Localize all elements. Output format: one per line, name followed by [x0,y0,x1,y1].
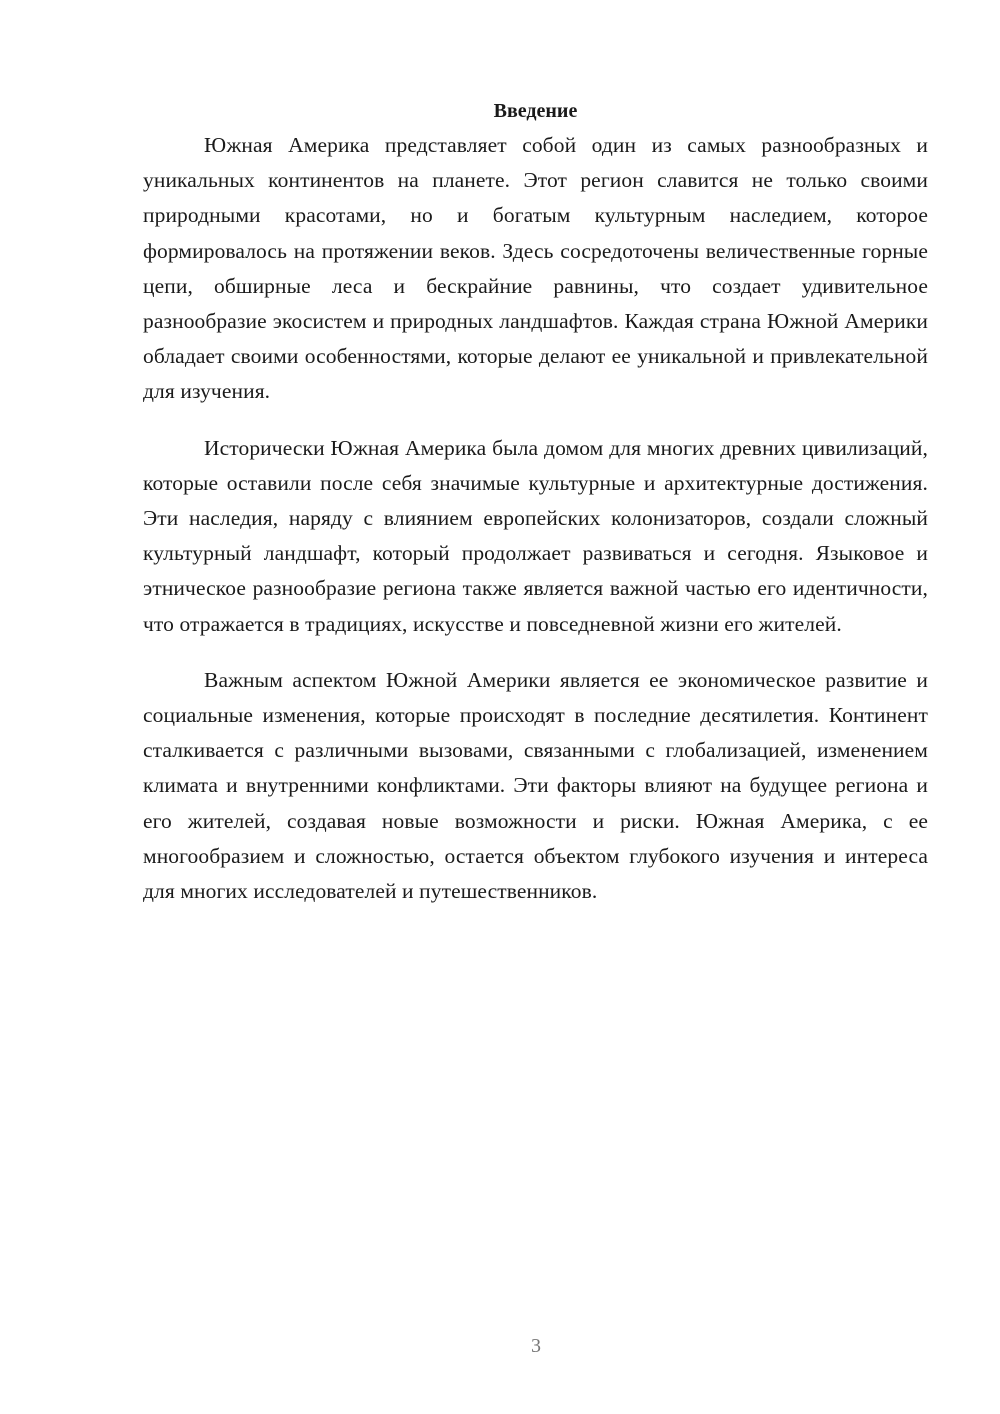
section-heading: Введение [493,100,578,122]
page-content [143,94,928,930]
paragraph-2: Исторически Южная Америка была домом для многих древних цивилизаций, которые оставили после себя значимые культурные и архитектурные достижения. Эти наследия, наряду с влиянием европейских колонизаторов, создали сложный культурный ландшафт, который продолжает развиваться и сегодня. Языковое и этническое разнообразие региона также является важной частью его идентичности, что отражается в традициях, искусстве и повседневной жизни его жителей. [143,435,928,636]
paragraph-1: Южная Америка представляет собой один из самых разнообразных и уникальных континентов на планете. Этот регион славится не только своими природными красотами, но и богатым культурным наследием, которое формировалось на протяжении веков. Здесь сосредоточены величественные горные цепи, обширные леса и бескрайние равнины, что создает удивительное разнообразие экосистем и природных ландшафтов. Каждая страна Южной Америки обладает своими особенностями, которые делают ее уникальной и привлекательной для изучения. [143,133,928,404]
paragraph-3: Важным аспектом Южной Америки является ее экономическое развитие и социальные изменения, которые происходят в последние десятилетия. Континент сталкивается с различными вызовами, связанными с глобализацией, изменением климата и внутренними конфликтами. Эти факторы влияют на будущее региона и его жителей, создавая новые возможности и риски. Южная Америка, с ее многообразием и сложностью, остается объектом глубокого изучения и интереса для многих исследователей и путешественников. [143,667,928,904]
page-number: 3 [531,1335,541,1357]
